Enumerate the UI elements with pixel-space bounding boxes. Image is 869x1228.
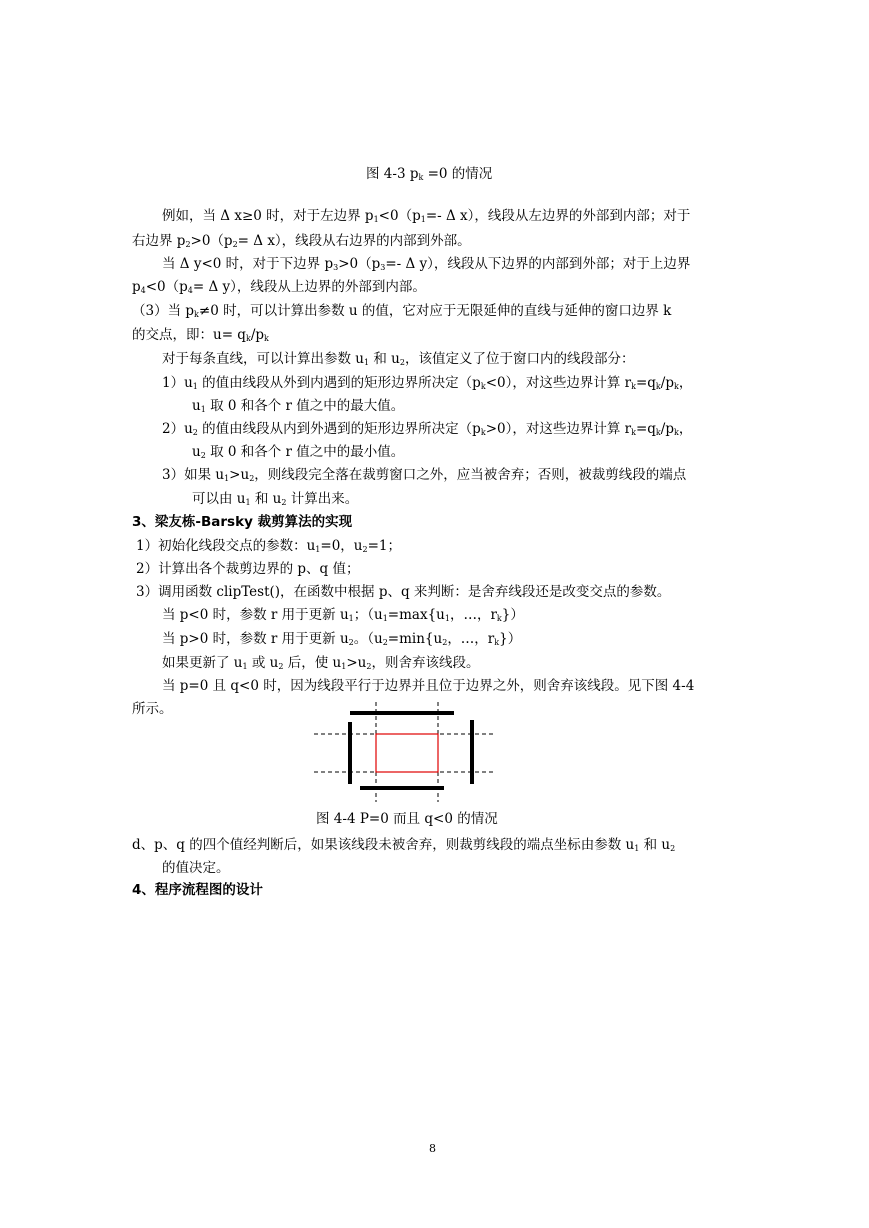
text-line: $1)u_1$ 的值由线段从外到内遇到的矩形边界所决定$(p_k<0)$，对这些边界计算 $r_k=q_k/p_k$， — [162, 375, 693, 391]
text-line: 当 Δ y<0 时，对于下边界 $p_3>0(p_3=-$ Δ y），线段从下边界的内部到外部；对于上边界 — [162, 256, 691, 272]
text-line: 3）如果 $u_1>u_2$，则线段完全落在裁剪窗口之外，应当被舍弃；否则，被裁剪线段的端点 — [162, 467, 687, 483]
text-line: 1）初始化线段交点的参数：$u_1=0$，$u_2=1$； — [136, 538, 401, 554]
text-line: 对于每条直线，可以计算出参数 $u_1$ 和 $u_2$，该值定义了位于窗口内的线段部分： — [162, 351, 635, 367]
text-line: （3）当 $p_k\ne 0$ 时，可以计算出参数 u 的值，它对应于无限延伸的直线与延伸的窗口边界 k — [132, 303, 672, 319]
text-line: 2）计算出各个裁剪边界的 p、q 值； — [136, 561, 360, 577]
text-line: 右边界 $p_2>0(p_2= \Delta$ x），线段从右边界的内部到外部。 — [132, 233, 471, 249]
section-heading: 3、梁友栋-Barsky 裁剪算法的实现 — [132, 514, 353, 530]
text-line: 当 p<0 时，参数 r 用于更新 $u_1$；（$u_1=\max\{u_1$，…，$r_k$}） — [162, 607, 524, 623]
figure-4-4-caption: 图 4-4 P=0 而且 q<0 的情况 — [316, 811, 498, 827]
text-line: 的值决定。 — [162, 860, 230, 876]
section-heading: 4、程序流程图的设计 — [132, 882, 263, 898]
page-number: 8 — [429, 1142, 436, 1155]
text-line: $u_1$ 取 0 和各个 r 值之中的最大值。 — [192, 398, 405, 414]
figure-4-3-caption: 图 4-3 $p_k =0$ 的情况 — [366, 166, 493, 182]
text-line: 当 p>0 时，参数 r 用于更新 $u_2$。（$u_2=\min\{u_2$，…，$r_k$}） — [162, 631, 522, 647]
text-line: 3）调用函数 clipTest()，在函数中根据 p、q 来判断：是舍弃线段还是改变交点的参数。 — [136, 584, 671, 600]
text-line: d、p、q 的四个值经判断后，如果该线段未被舍弃，则裁剪线段的端点坐标由参数 $u_1$ 和 $u_2$ — [132, 837, 676, 853]
text-line: 如果更新了 $u_1$ 或 $u_2$ 后，使 $u_1>u_2$，则舍弃该线段。 — [162, 655, 480, 671]
text-line: 的交点，即：$u= q_k/p_k$ — [132, 327, 269, 343]
figure-4-4-diagram — [310, 702, 510, 802]
text-line: $2)u_2$ 的值由线段从内到外遇到的矩形边界所决定$(p_k>0)$，对这些边界计算 $r_k=q_k/p_k$， — [162, 421, 693, 437]
text-line: 可以由 $u_1$ 和 $u_2$ 计算出来。 — [192, 491, 359, 507]
text-line: $p_4<0(p_4= \Delta$ y），线段从上边界的外部到内部。 — [132, 279, 426, 295]
text-line: 当 p=0 且 q<0 时，因为线段平行于边界并且位于边界之外，则舍弃该线段。见下图 4-4 — [162, 678, 695, 694]
text-line: 例如，当 Δ x≥0 时，对于左边界 $p_1<0(p_1=-$ Δ x），线段从左边界的外部到内部；对于 — [162, 208, 691, 224]
clip-window-rect — [376, 734, 438, 772]
text-line: 所示。 — [132, 701, 173, 717]
text-line: $u_2$ 取 0 和各个 r 值之中的最小值。 — [192, 444, 405, 460]
